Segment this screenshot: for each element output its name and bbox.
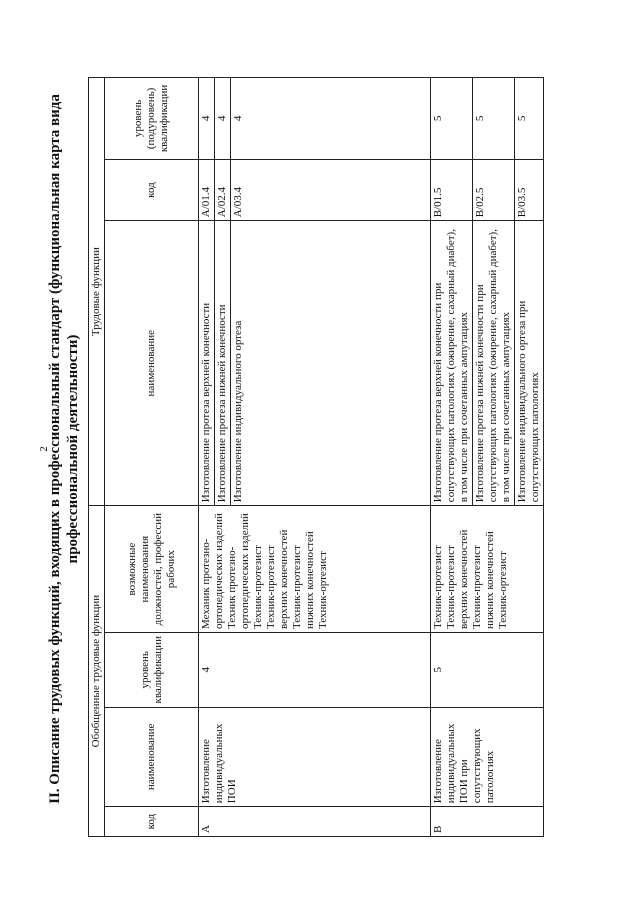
table-row <box>199 78 215 837</box>
cell-code: B <box>431 807 544 837</box>
position-item: Техник-протезист нижних конечностей <box>291 531 316 630</box>
header-possible-titles: возможные наименования должностей, профессий рабочих <box>105 506 199 633</box>
position-item: Механик протезно-ортопедических изделий <box>200 513 225 630</box>
position-item: Техник-ортезист <box>317 551 329 630</box>
function-level: 4 <box>231 78 431 160</box>
header-sublevel: уровень (подуровень) квалификации <box>105 78 199 160</box>
title-line-2: профессиональной деятельности) <box>65 334 81 564</box>
function-name: Изготовление протеза нижней конечности <box>215 221 231 506</box>
header-function-name: наименование <box>105 221 199 506</box>
cell-positions <box>199 506 431 633</box>
function-code: B/01.5 <box>431 159 473 220</box>
function-name: Изготовление протеза верхней конечности <box>199 221 215 506</box>
position-item: Техник-протезист <box>432 545 444 630</box>
position-item: Техник-ортезист <box>497 551 509 630</box>
cell-positions <box>431 506 544 633</box>
function-level: 4 <box>215 78 231 160</box>
cell-level: 4 <box>199 633 431 707</box>
function-name: Изготовление протеза нижней конечности при сопутствующих патологиях (ожирение, сахарный диабет), в том числе при сочетанных ампутациях <box>473 221 515 506</box>
position-item: Техник протезно-ортопедических изделий <box>226 513 251 630</box>
functional-map-table <box>88 77 544 837</box>
position-item: Техник-протезист нижних конечностей <box>471 531 496 630</box>
function-level: 5 <box>431 78 473 160</box>
function-code: A/01.4 <box>199 159 215 220</box>
header-labor: Трудовые функции <box>89 78 105 506</box>
page-number: 2 <box>38 446 50 452</box>
function-level: 5 <box>515 78 544 160</box>
title-line-1: II. Описание трудовых функций, входящих в профессиональный стандарт (функциональная карта вида <box>47 94 63 804</box>
function-level: 5 <box>473 78 515 160</box>
table-row <box>431 78 473 837</box>
position-item: Техник-протезист верхних конечностей <box>445 529 470 630</box>
header-generalized: Обобщенные трудовые функции <box>89 506 105 837</box>
header-name: наименование <box>105 707 199 807</box>
function-code: B/02.5 <box>473 159 515 220</box>
function-code: B/03.5 <box>515 159 544 220</box>
position-item: Техник-протезист <box>252 545 264 630</box>
function-level: 4 <box>199 78 215 160</box>
cell-code: A <box>199 807 431 837</box>
header-function-code: код <box>105 159 199 220</box>
cell-name: Изготовление индивидуальных ПОИ <box>199 707 431 807</box>
cell-name: Изготовление индивидуальных ПОИ при сопутствующих патологиях <box>431 707 544 807</box>
header-code: код <box>105 807 199 837</box>
rotated-page <box>40 49 600 849</box>
function-code: A/02.4 <box>215 159 231 220</box>
header-level: уровень квалификации <box>105 633 199 707</box>
function-name: Изготовление индивидуального ортеза <box>231 221 431 506</box>
position-item: Техник-протезист верхних конечностей <box>265 529 290 630</box>
cell-level: 5 <box>431 633 544 707</box>
function-name: Изготовление протеза верхней конечности при сопутствующих патологиях (ожирение, сахарный диабет), в том числе при сочетанных ампутациях <box>431 221 473 506</box>
function-name: Изготовление индивидуального ортеза при сопутствующих патологиях <box>515 221 544 506</box>
function-code: A/03.4 <box>231 159 431 220</box>
section-title <box>46 89 82 809</box>
